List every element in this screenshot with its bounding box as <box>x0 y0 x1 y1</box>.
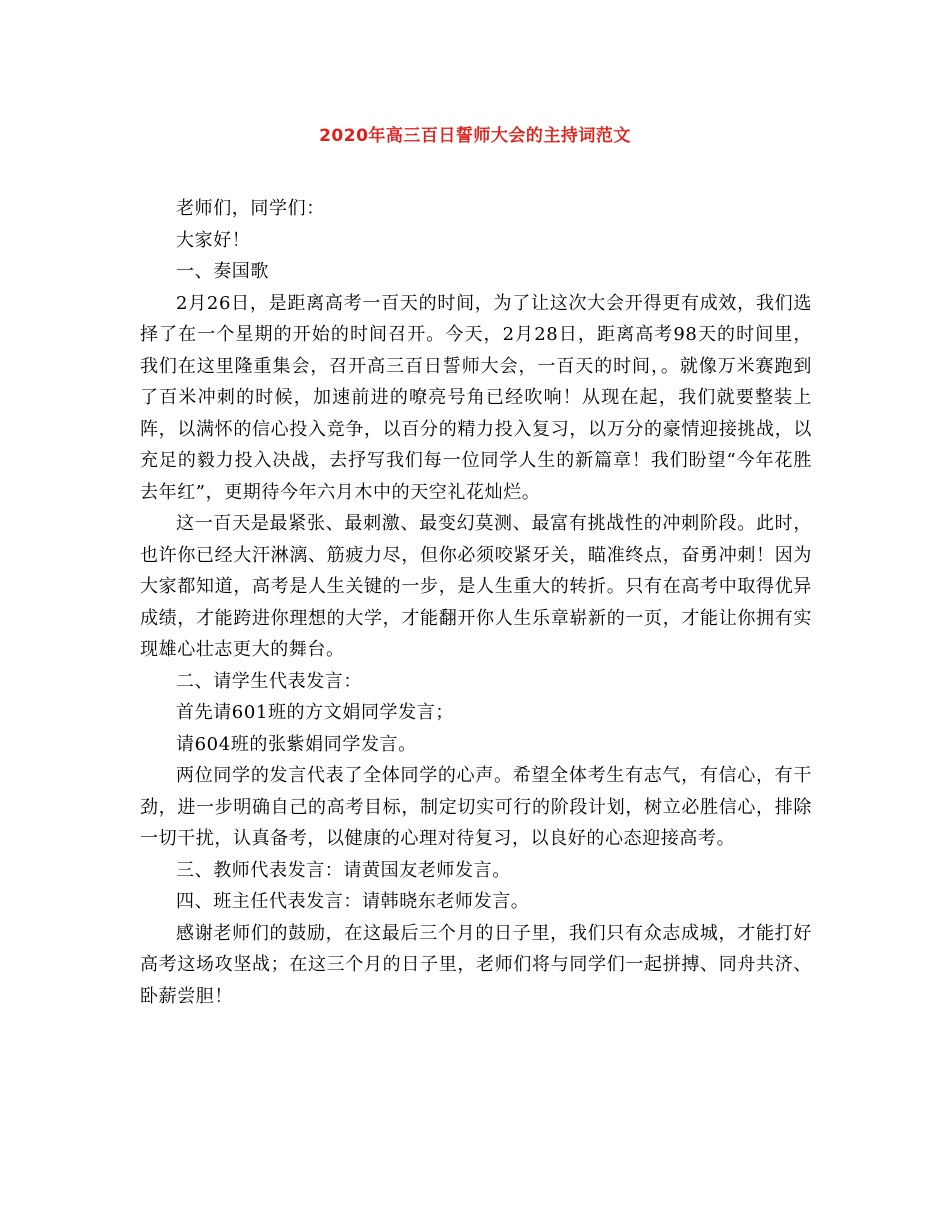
paragraph-student-summary: 两位同学的发言代表了全体同学的心声。希望全体考生有志气，有信心，有干劲，进一步明确自己的高考目标，制定切实可行的阶段计划，树立必胜信心，排除一切干扰，认真备考，以健康的心理对待复习，以良好的心态迎接高考。 <box>140 765 812 849</box>
section-heading-headteacher-speech: 四、班主任代表发言：请韩晓东老师发言。 <box>176 891 530 912</box>
paragraph-greeting: 老师们，同学们： <box>176 198 325 219</box>
section-heading-anthem: 一、奏国歌 <box>176 261 269 282</box>
paragraph-hello: 大家好！ <box>176 229 251 251</box>
paragraph-countdown: 2月26日，是距离高考一百天的时间，为了让这次大会开得更有成效，我们选择了在一个星期的开始的时间召开。今天，2月28日，距离高考98天的时间里，我们在这里隆重集会，召开高三百日誓师大会，一百天的时间，。就像万米赛跑到了百米冲刺的时候，加速前进的嘹亮号角已经吹响！从现在起，我们就要整装上阵，以满怀的信心投入竞争，以百分的精力投入复习，以万分的豪情迎接挑战，以充足的毅力投入决战，去抒写我们每一位同学人生的新篇章！我们盼望“今年花胜去年红”，更期待今年六月木中的天空礼花灿烂。 <box>140 292 812 503</box>
paragraph-first-student: 首先请601班的方文娟同学发言； <box>176 702 454 723</box>
paragraph-closing: 感谢老师们的鼓励，在这最后三个月的日子里，我们只有众志成城，才能打好高考这场攻坚战；在这三个月的日子里，老师们将与同学们一起拼搏、同舟共济、卧薪尝胆！ <box>140 922 812 1007</box>
section-heading-student-speech: 二、请学生代表发言： <box>176 670 362 692</box>
paragraph-second-student: 请604班的张紫娟同学发言。 <box>176 733 417 755</box>
paragraph-sprint: 这一百天是最紧张、最刺激、最变幻莫测、最富有挑战性的冲刺阶段。此时，也许你已经大汗淋漓、筋疲力尽，但你必须咬紧牙关，瞄准终点，奋勇冲刺！因为大家都知道，高考是人生关键的一步，是人生重大的转折。只有在高考中取得优异成绩，才能跨进你理想的大学，才能翻开你人生乐章崭新的一页，才能让你拥有实现雄心壮志更大的舞台。 <box>140 513 812 660</box>
section-heading-teacher-speech: 三、教师代表发言：请黄国友老师发言。 <box>176 859 511 881</box>
document-title: 2020年高三百日誓师大会的主持词范文 <box>319 126 631 146</box>
document-body <box>140 193 812 1012</box>
